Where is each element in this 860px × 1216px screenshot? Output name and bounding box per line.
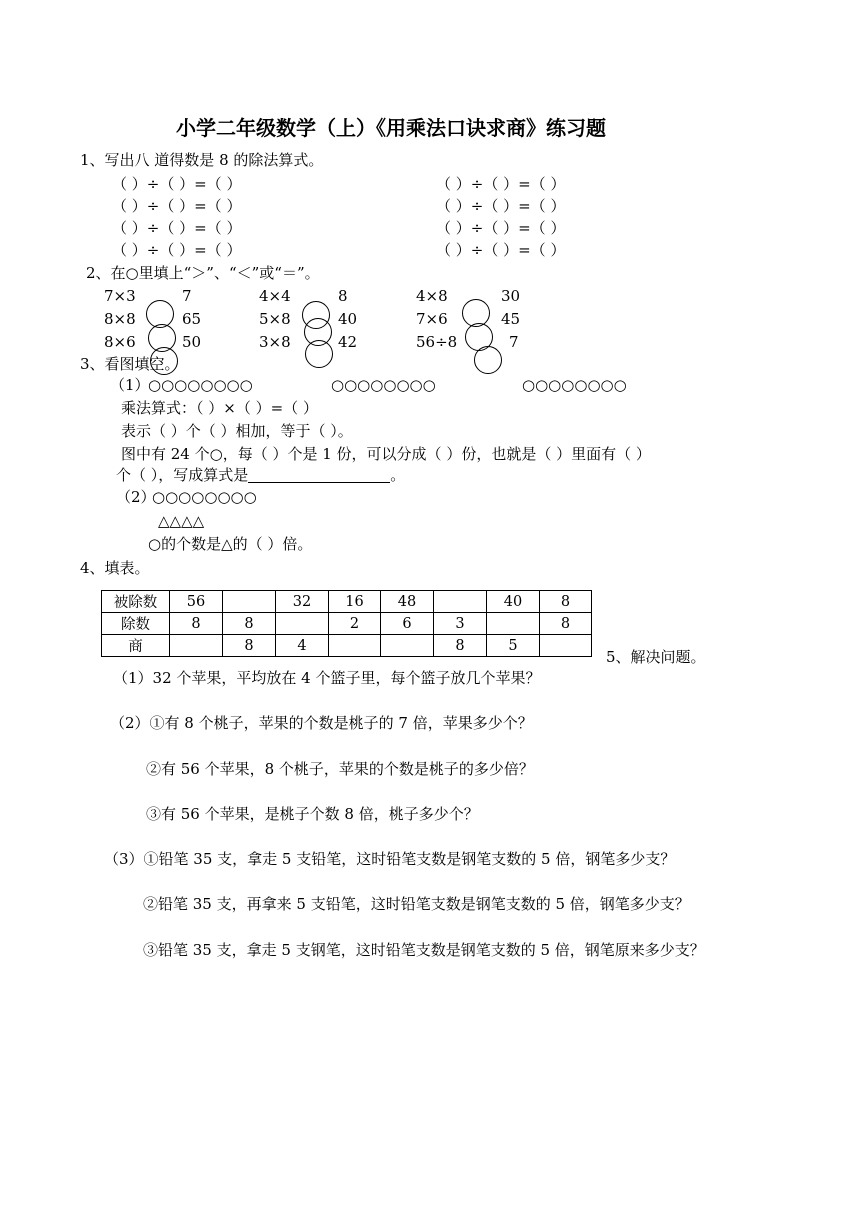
q2-expr: 56÷8 [416,333,458,351]
table-cell: 56 [170,591,223,613]
q1-row: （ ）÷（ ）=（ ） [112,219,242,237]
q4-heading: 4、填表。 [80,559,150,577]
table-cell[interactable] [381,635,434,657]
compare-circle[interactable] [305,340,333,368]
q2-value: 40 [338,310,358,328]
table-cell[interactable] [487,613,540,635]
table-cell: 3 [434,613,487,635]
table-row [102,591,592,613]
table-cell[interactable] [329,635,381,657]
q2-value: 45 [501,310,521,328]
q5-heading: 5、解决问题。 [606,648,706,666]
table-cell: 8 [223,613,276,635]
answer-blank[interactable] [248,468,390,483]
q2-value: 7 [509,333,519,351]
q2-expr: 5×8 [259,310,291,328]
table-row [102,635,592,657]
table-row [102,613,592,635]
q2-expr: 3×8 [259,333,291,351]
q1-row: （ ）÷（ ）=（ ） [436,197,566,215]
q2-expr: 7×6 [416,310,448,328]
grouping-line: 图中有 24 个○，每（ ）个是 1 份，可以分成（ ）份，也就是（ ）里面有（ ） [121,445,651,463]
q3-part1-label: （1） [110,376,150,394]
table-cell[interactable] [276,613,329,635]
q2-value: 30 [501,287,521,305]
q1-row: （ ）÷（ ）=（ ） [112,175,242,193]
table-cell: 2 [329,613,381,635]
table-cell[interactable] [434,591,487,613]
table-cell: 除数 [102,613,170,635]
q2-value: 8 [338,287,348,305]
table-cell[interactable] [540,635,592,657]
q1-row: （ ）÷（ ）=（ ） [112,197,242,215]
circle-group: ○○○○○○○○ [148,376,253,394]
table-cell: 6 [381,613,434,635]
q2-value: 42 [338,333,358,351]
compare-circle[interactable] [474,346,502,374]
table-cell: 8 [170,613,223,635]
triangle-group: △△△△ [158,512,205,530]
table-cell: 5 [487,635,540,657]
q2-heading: 2、在○里填上“＞”、“＜”或“＝”。 [86,264,320,282]
table-cell: 8 [223,635,276,657]
division-table [101,590,592,657]
table-cell: 48 [381,591,434,613]
circle-group: ○○○○○○○○ [152,488,257,506]
q2-expr: 4×4 [259,287,291,305]
table-cell[interactable] [223,591,276,613]
word-problem: （1）32 个苹果，平均放在 4 个篮子里，每个篮子放几个苹果？ [113,669,541,687]
table-cell[interactable] [170,635,223,657]
q1-row: （ ）÷（ ）=（ ） [436,241,566,259]
q1-row: （ ）÷（ ）=（ ） [436,175,566,193]
table-cell: 32 [276,591,329,613]
q2-expr: 8×6 [104,333,136,351]
circle-group: ○○○○○○○○ [522,376,627,394]
q2-expr: 4×8 [416,287,448,305]
q2-value: 50 [182,333,202,351]
formula-line-text: 个（ ），写成算式是 [116,466,249,484]
word-problem: ③铅笔 35 支，拿走 5 支钢笔，这时铅笔支数是钢笔支数的 5 倍，钢笔原来多少支？ [143,941,705,959]
word-problem: ②有 56 个苹果，8 个桃子，苹果的个数是桃子的多少倍？ [146,760,534,778]
q2-value: 65 [182,310,202,328]
table-cell: 8 [540,591,592,613]
circle-group: ○○○○○○○○ [331,376,436,394]
q1-heading: 1、写出八 道得数是 8 的除法算式。 [80,151,324,169]
page-title: 小学二年级数学（上）《用乘法口诀求商》练习题 [176,116,606,140]
word-problem: （2）①有 8 个桃子，苹果的个数是桃子的 7 倍，苹果多少个？ [110,714,533,732]
q2-value: 7 [182,287,192,305]
q2-expr: 8×8 [104,310,136,328]
table-cell: 16 [329,591,381,613]
multiply-line: 乘法算式：（ ）×（ ）=（ ） [121,399,318,417]
table-cell: 8 [434,635,487,657]
table-cell: 4 [276,635,329,657]
q3-part2-label: （2） [116,488,156,506]
represent-line: 表示（ ）个（ ）相加，等于（ ）。 [121,422,353,440]
times-question: ○的个数是△的（ ）倍。 [148,535,313,553]
table-cell: 被除数 [102,591,170,613]
formula-line [116,468,405,483]
table-cell: 商 [102,635,170,657]
table-cell: 40 [487,591,540,613]
q3-heading: 3、看图填空。 [80,355,180,373]
q1-row: （ ）÷（ ）=（ ） [112,241,242,259]
word-problem: （3）①铅笔 35 支，拿走 5 支铅笔，这时铅笔支数是钢笔支数的 5 倍，钢笔多少支？ [104,850,676,868]
word-problem: ②铅笔 35 支，再拿来 5 支铅笔，这时铅笔支数是钢笔支数的 5 倍，钢笔多少支？ [143,895,690,913]
q2-expr: 7×3 [104,287,136,305]
word-problem: ③有 56 个苹果，是桃子个数 8 倍，桃子多少个？ [146,805,479,823]
q1-row: （ ）÷（ ）=（ ） [436,219,566,237]
formula-line-end: 。 [390,466,406,484]
table-cell: 8 [540,613,592,635]
